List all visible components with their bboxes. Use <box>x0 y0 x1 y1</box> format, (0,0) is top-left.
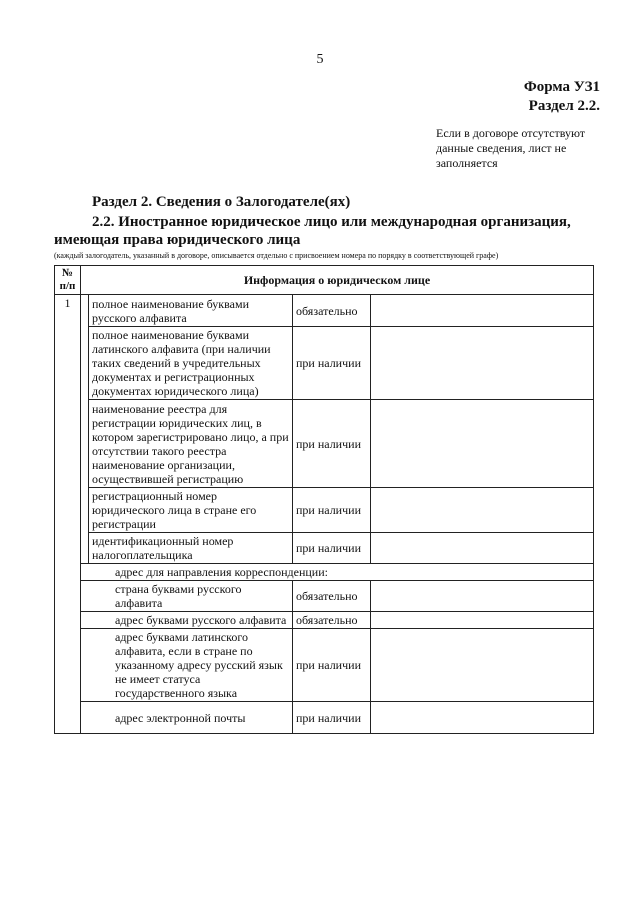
value-cell[interactable] <box>371 400 594 488</box>
requirement-cell: при наличии <box>293 629 371 702</box>
requirement-cell: при наличии <box>293 702 371 734</box>
section-title: Раздел 2. Сведения о Залогодателе(ях) <box>92 194 351 210</box>
field-label: полное наименование буквами русского алфавита <box>89 295 293 327</box>
requirement-cell: при наличии <box>293 533 371 564</box>
requirement-cell: обязательно <box>293 295 371 327</box>
table-row <box>55 533 594 564</box>
col-info-header: Информация о юридическом лице <box>81 266 594 295</box>
requirement-cell: обязательно <box>293 581 371 612</box>
table-row <box>55 581 594 612</box>
indent-cell <box>81 295 89 564</box>
value-cell[interactable] <box>371 612 594 629</box>
field-label: страна буквами русского алфавита <box>81 581 293 612</box>
table-row <box>55 629 594 702</box>
table-row <box>55 702 594 734</box>
table-row <box>55 327 594 400</box>
form-identifier <box>524 78 600 116</box>
value-cell[interactable] <box>371 488 594 533</box>
field-label: регистрационный номер юридического лица в стране его регистрации <box>89 488 293 533</box>
requirement-cell: обязательно <box>293 612 371 629</box>
value-cell[interactable] <box>371 295 594 327</box>
requirement-cell: при наличии <box>293 327 371 400</box>
table-row <box>55 295 594 327</box>
field-label: адрес электронной почты <box>81 702 293 734</box>
table-row <box>55 612 594 629</box>
table-row <box>55 564 594 581</box>
value-cell[interactable] <box>371 327 594 400</box>
col-number-header: № п/п <box>55 266 81 295</box>
section-code: Раздел 2.2. <box>528 98 600 114</box>
field-label: идентификационный номер налогоплательщика <box>89 533 293 564</box>
subsection-title: 2.2. Иностранное юридическое лицо или международная организация, имеющая права юридического лица <box>54 214 571 248</box>
value-cell[interactable] <box>371 533 594 564</box>
value-cell[interactable] <box>371 702 594 734</box>
page-number: 5 <box>316 52 324 67</box>
notice-text: Если в договоре отсутствуют данные сведения, лист не заполняется <box>436 126 586 170</box>
requirement-cell: при наличии <box>293 400 371 488</box>
section-note: (каждый залогодатель, указанный в договоре, описывается отдельно с присвоением номера по порядку в соответствующей графе) <box>54 251 499 260</box>
requirement-cell: при наличии <box>293 488 371 533</box>
row-number: 1 <box>55 295 81 734</box>
table-row <box>55 488 594 533</box>
value-cell[interactable] <box>371 581 594 612</box>
table-header-row <box>55 266 594 295</box>
table-row <box>55 400 594 488</box>
field-label: наименование реестра для регистрации юридических лиц, в котором зарегистрировано лицо, а при отсутствии такого реестра наименование организации, осуществившей регистрацию <box>89 400 293 488</box>
field-label: адрес буквами русского алфавита <box>81 612 293 629</box>
form-code: Форма УЗ1 <box>523 79 600 95</box>
legal-entity-table <box>54 265 594 734</box>
value-cell[interactable] <box>371 629 594 702</box>
address-section-header: адрес для направления корреспонденции: <box>81 564 594 581</box>
field-label: полное наименование буквами латинского алфавита (при наличии таких сведений в учредительных документах и регистрационных документах юридического лица) <box>89 327 293 400</box>
field-label: адрес буквами латинского алфавита, если в стране по указанному адресу русский язык не имеет статуса государственного языка <box>81 629 293 702</box>
